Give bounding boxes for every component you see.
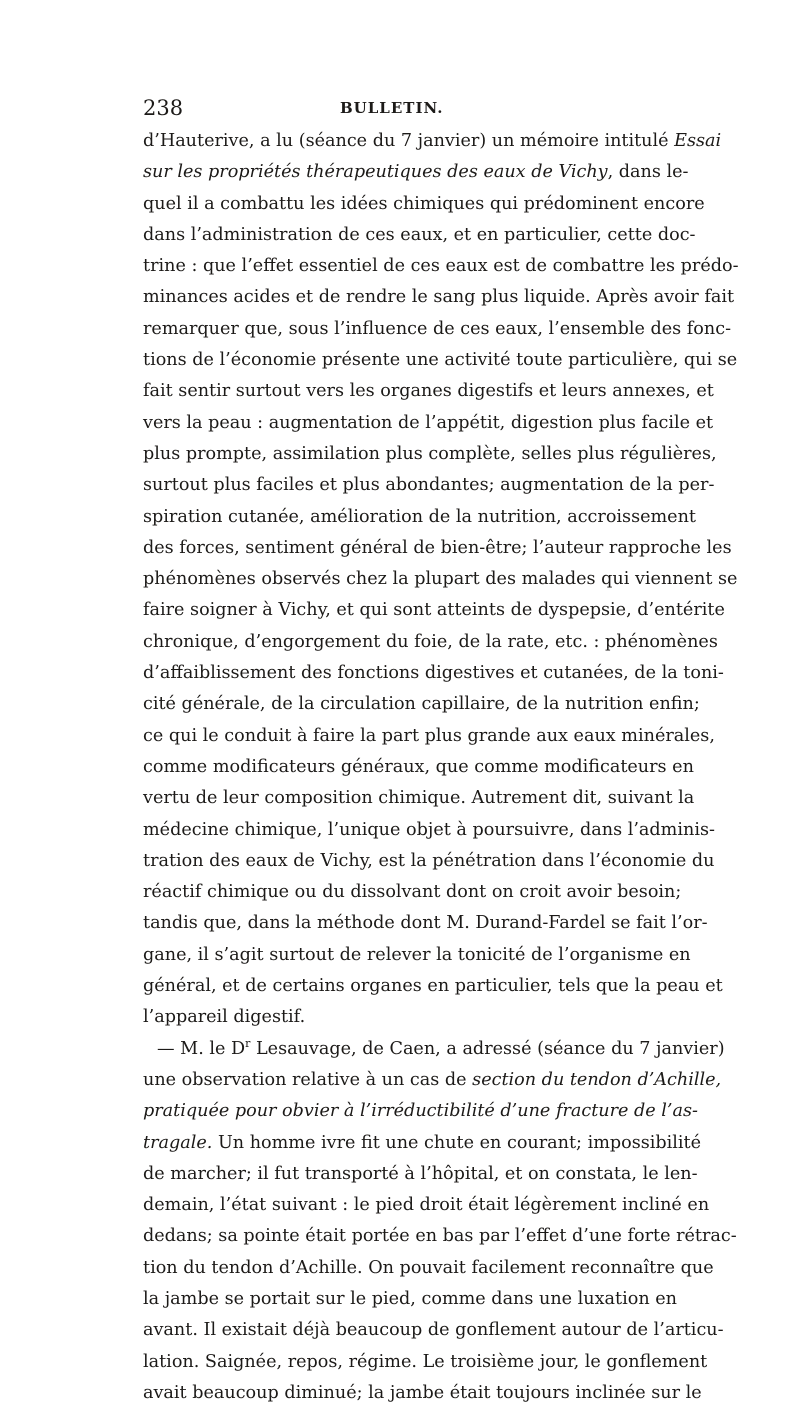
text-line xyxy=(143,376,714,407)
italic-text: tragale. xyxy=(143,1132,213,1153)
text-run: fait sentir surtout vers les organes digestifs et leurs annexes, et xyxy=(143,381,714,402)
text-run: trine : que l’effet essentiel de ces eaux est de combattre les prédo- xyxy=(143,256,739,277)
text-line xyxy=(143,908,708,939)
text-line xyxy=(143,1159,698,1190)
text-line xyxy=(143,877,682,908)
text-line xyxy=(143,126,722,157)
body-text xyxy=(143,126,739,1409)
text-line xyxy=(143,1096,698,1127)
text-line xyxy=(143,971,723,1002)
text-line xyxy=(143,502,697,533)
text-run: d’Hauterive, a lu (séance du 7 janvier) un mémoire intitulé xyxy=(143,131,675,151)
text-line xyxy=(143,408,714,439)
text-line xyxy=(143,220,696,251)
text-run: vers la peau : augmentation de l’appétit, digestion plus facile et xyxy=(143,412,714,433)
text-line xyxy=(143,533,732,564)
text-run: dans l’administration de ces eaux, et en particulier, cette doc- xyxy=(143,224,696,245)
text-line xyxy=(143,721,715,752)
running-title: BULLETIN. xyxy=(340,99,444,117)
text-line xyxy=(143,595,725,626)
text-run: gane, il s’agit surtout de relever la tonicité de l’organisme en xyxy=(143,944,691,965)
text-line xyxy=(143,157,689,188)
text-line xyxy=(143,658,724,689)
text-run: plus prompte, assimilation plus complète, selles plus régulières, xyxy=(143,443,717,464)
text-line xyxy=(143,189,705,220)
text-run: d’affaiblissement des fonctions digestives et cutanées, de la toni- xyxy=(143,663,724,684)
text-line xyxy=(143,752,694,783)
text-run: — M. le D xyxy=(157,1038,246,1059)
text-line xyxy=(143,1221,737,1252)
text-run: demain, l’état suivant : le pied droit était légèrement incliné en xyxy=(143,1195,710,1216)
text-run: minances acides et de rendre le sang plus liquide. Après avoir fait xyxy=(143,287,735,308)
italic-text: sur les propriétés thérapeutiques des eaux de Vichy xyxy=(143,162,608,183)
text-line xyxy=(143,1002,660,1033)
text-run: tration des eaux de Vichy, est la pénétration dans l’économie du xyxy=(143,850,715,871)
text-line xyxy=(143,1128,702,1159)
text-run: ce qui le conduit à faire la part plus grande aux eaux minérales, xyxy=(143,725,715,746)
text-run: quel il a combattu les idées chimiques qui prédominent encore xyxy=(143,193,705,214)
text-line xyxy=(143,1065,722,1096)
text-run: spiration cutanée, amélioration de la nutrition, accroissement xyxy=(143,506,697,527)
text-line xyxy=(143,345,738,376)
text-run: réactif chimique ou du dissolvant dont on croit avoir besoin; xyxy=(143,882,682,903)
page-header xyxy=(143,93,663,123)
text-run: avait beaucoup diminué; la jambe était toujours inclinée sur le xyxy=(143,1382,702,1403)
text-run: , dans le- xyxy=(607,162,689,183)
text-run: phénomènes observés chez la plupart des malades qui viennent se xyxy=(143,569,738,590)
text-run: dedans; sa pointe était portée en bas par l’effet d’une forte rétrac- xyxy=(143,1226,737,1247)
text-run: lation. Saignée, repos, régime. Le troisième jour, le gonflement xyxy=(143,1351,708,1372)
text-run: des forces, sentiment général de bien-être; l’auteur rapproche les xyxy=(143,537,732,558)
text-line xyxy=(143,1253,714,1284)
text-line xyxy=(143,470,715,501)
text-line xyxy=(143,1378,702,1409)
text-run: avant. Il existait déjà beaucoup de gonflement autour de l’articu- xyxy=(143,1320,724,1341)
text-run: la jambe se portait sur le pied, comme dans une luxation en xyxy=(143,1288,678,1309)
text-run: chronique, d’engorgement du foie, de la rate, etc. : phénomènes xyxy=(143,631,718,652)
text-line xyxy=(143,1284,678,1315)
page-number: 238 xyxy=(143,96,184,120)
superscript: r xyxy=(245,1036,251,1050)
text-run: Lesauvage, de Caen, a adressé (séance du 7 janvier) xyxy=(250,1038,725,1059)
text-line xyxy=(143,314,732,345)
text-run: l’appareil digestif. xyxy=(143,1007,306,1028)
text-line xyxy=(143,627,718,658)
text-line xyxy=(143,846,715,877)
text-run: comme modificateurs généraux, que comme modificateurs en xyxy=(143,756,694,777)
text-line xyxy=(143,1034,725,1065)
text-line xyxy=(143,815,715,846)
text-run: tandis que, dans la méthode dont M. Durand-Fardel se fait l’or- xyxy=(143,913,708,934)
text-run: surtout plus faciles et plus abondantes; augmentation de la per- xyxy=(143,475,715,496)
text-run: cité générale, de la circulation capillaire, de la nutrition enfin; xyxy=(143,694,700,715)
text-line xyxy=(143,783,695,814)
text-run: remarquer que, sous l’influence de ces eaux, l’ensemble des fonc- xyxy=(143,318,732,339)
text-run: général, et de certains organes en particulier, tels que la peau et xyxy=(143,976,723,997)
text-run: faire soigner à Vichy, et qui sont atteints de dyspepsie, d’entérite xyxy=(143,600,725,621)
text-line xyxy=(143,251,739,282)
italic-text: pratiquée pour obvier à l’irréductibilité d’une fracture de l’as- xyxy=(143,1101,698,1122)
italic-text: section du tendon d’Achille, xyxy=(472,1069,722,1090)
text-run: tions de l’économie présente une activité toute particulière, qui se xyxy=(143,350,738,371)
text-run: médecine chimique, l’unique objet à poursuivre, dans l’adminis- xyxy=(143,819,715,840)
text-line xyxy=(143,1347,708,1378)
italic-text: Essai xyxy=(674,131,722,151)
text-line xyxy=(143,282,735,313)
text-run: de marcher; il fut transporté à l’hôpital, et on constata, le len- xyxy=(143,1163,698,1184)
text-run: vertu de leur composition chimique. Autrement dit, suivant la xyxy=(143,788,695,809)
text-run: une observation relative à un cas de xyxy=(143,1069,473,1090)
text-line xyxy=(143,439,717,470)
text-line xyxy=(143,1315,724,1346)
text-run: Un homme ivre fit une chute en courant; impossibilité xyxy=(212,1132,702,1153)
text-line xyxy=(143,940,691,971)
text-run: tion du tendon d’Achille. On pouvait facilement reconnaître que xyxy=(143,1257,714,1278)
text-line xyxy=(143,1190,710,1221)
text-line xyxy=(143,564,738,595)
text-line xyxy=(143,689,700,720)
